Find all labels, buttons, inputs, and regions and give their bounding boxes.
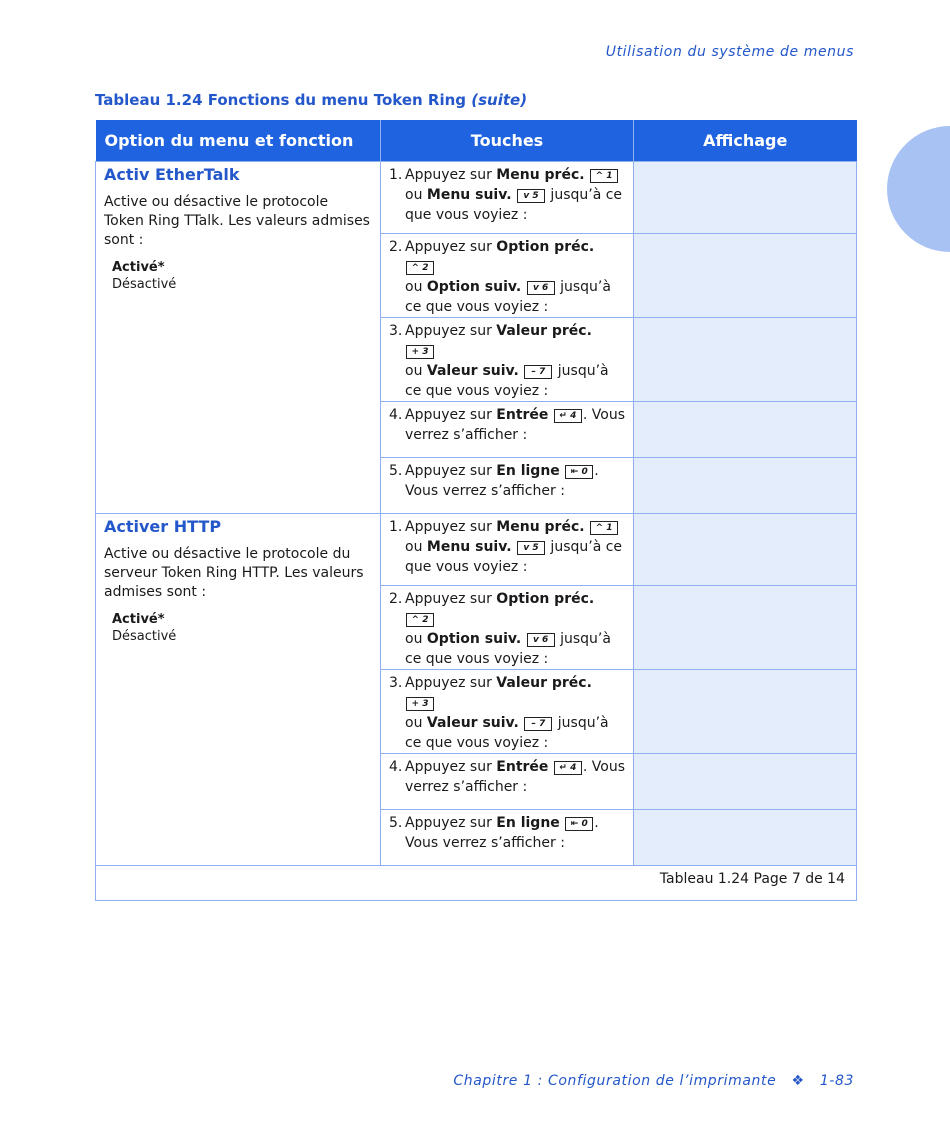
step-text xyxy=(405,673,625,753)
key-name: En ligne xyxy=(496,815,560,831)
step-prefix: Appuyez sur xyxy=(405,167,497,183)
step-suffix: jusqu’à ce que vous voyiez : xyxy=(405,279,611,315)
option-description: Active ou désactive le protocole du serveur Token Ring HTTP. Les valeurs admises sont : xyxy=(104,546,364,600)
key-name: Valeur préc. xyxy=(496,675,592,691)
key-cap-icon: ↵ 4 xyxy=(554,409,582,423)
option-cell xyxy=(96,162,381,514)
menu-functions-table xyxy=(95,120,857,901)
footer-page-number: 1-83 xyxy=(819,1073,854,1089)
column-header-display: Affichage xyxy=(634,120,857,162)
step-suffix: jusqu’à ce que vous voyiez : xyxy=(405,187,623,223)
key-name: Menu suiv. xyxy=(426,539,512,555)
key-name: Valeur préc. xyxy=(496,323,592,339)
key-cap-icon: ⇤ 0 xyxy=(565,465,593,479)
step-suffix: jusqu’à ce que vous voyiez : xyxy=(405,539,623,575)
table-page-indicator: Tableau 1.24 Page 7 de 14 xyxy=(659,871,845,887)
step-number: 4. xyxy=(389,407,403,423)
key-cap-icon: + 3 xyxy=(406,345,434,359)
step-cell xyxy=(381,458,634,514)
key-cap-icon: + 3 xyxy=(406,697,434,711)
table-row xyxy=(96,162,857,234)
key-name: Option suiv. xyxy=(426,279,522,295)
option-default-value: Activé* xyxy=(112,612,165,627)
option-title: Activer HTTP xyxy=(104,517,222,536)
key-cap-icon: v 5 xyxy=(517,189,545,203)
option-values xyxy=(104,611,372,645)
key-name: Entrée xyxy=(496,407,549,423)
display-cell xyxy=(634,402,857,458)
column-header-keys: Touches xyxy=(381,120,634,162)
step-text xyxy=(405,813,625,853)
step-suffix: . Vous verrez s’afficher : xyxy=(405,815,599,851)
step-number: 5. xyxy=(389,463,403,479)
option-value: Désactivé xyxy=(112,277,177,292)
step-prefix: Appuyez sur xyxy=(405,407,497,423)
step-number: 3. xyxy=(389,323,403,339)
table-footer-cell xyxy=(96,866,857,901)
display-cell xyxy=(634,586,857,670)
step-suffix: . Vous verrez s’afficher : xyxy=(405,759,625,795)
footer-chapter: Chapitre 1 : Configuration de l’imprimante xyxy=(453,1073,777,1089)
key-name: Menu préc. xyxy=(496,167,585,183)
key-name: Option préc. xyxy=(496,239,595,255)
key-name: Entrée xyxy=(496,759,549,775)
step-prefix: Appuyez sur xyxy=(405,519,497,535)
diamond-separator-icon: ❖ xyxy=(791,1073,805,1089)
step-suffix: jusqu’à ce que vous voyiez : xyxy=(405,631,611,667)
step-or: ou xyxy=(405,539,427,555)
display-cell xyxy=(634,754,857,810)
step-prefix: Appuyez sur xyxy=(405,815,497,831)
display-cell xyxy=(634,458,857,514)
key-name: Option préc. xyxy=(496,591,595,607)
key-cap-icon: ⇤ 0 xyxy=(565,817,593,831)
step-text xyxy=(405,165,625,225)
step-text xyxy=(405,461,625,501)
table-title-suffix: (suite) xyxy=(471,91,528,109)
step-prefix: Appuyez sur xyxy=(405,239,497,255)
step-or: ou xyxy=(405,715,427,731)
key-name: Valeur suiv. xyxy=(426,715,519,731)
step-number: 5. xyxy=(389,815,403,831)
key-cap-icon: ^ 1 xyxy=(590,169,618,183)
step-or: ou xyxy=(405,363,427,379)
step-number: 3. xyxy=(389,675,403,691)
step-prefix: Appuyez sur xyxy=(405,463,497,479)
key-name: En ligne xyxy=(496,463,560,479)
key-cap-icon: – 7 xyxy=(524,717,552,731)
step-cell xyxy=(381,234,634,318)
display-cell xyxy=(634,514,857,586)
step-text xyxy=(405,405,625,445)
display-cell xyxy=(634,670,857,754)
step-text xyxy=(405,237,625,317)
key-name: Menu suiv. xyxy=(426,187,512,203)
display-cell xyxy=(634,162,857,234)
table-title-main: Tableau 1.24 Fonctions du menu Token Ring xyxy=(95,91,467,109)
key-name: Option suiv. xyxy=(426,631,522,647)
step-cell xyxy=(381,754,634,810)
step-number: 1. xyxy=(389,519,403,535)
key-cap-icon: v 5 xyxy=(517,541,545,555)
step-cell xyxy=(381,162,634,234)
table-header-row xyxy=(96,120,857,162)
key-cap-icon: ^ 2 xyxy=(406,613,434,627)
step-or: ou xyxy=(405,279,427,295)
table-footer-row xyxy=(96,866,857,901)
step-suffix: jusqu’à ce que vous voyiez : xyxy=(405,363,609,399)
step-number: 4. xyxy=(389,759,403,775)
step-suffix: . Vous verrez s’afficher : xyxy=(405,463,599,499)
page-footer xyxy=(453,1073,854,1089)
step-cell xyxy=(381,318,634,402)
column-header-option: Option du menu et fonction xyxy=(96,120,381,162)
step-number: 2. xyxy=(389,239,403,255)
step-number: 1. xyxy=(389,167,403,183)
display-cell xyxy=(634,810,857,866)
table-title xyxy=(95,91,527,109)
option-values xyxy=(104,259,372,293)
step-cell xyxy=(381,670,634,754)
display-cell xyxy=(634,318,857,402)
step-cell xyxy=(381,810,634,866)
step-text xyxy=(405,589,625,669)
option-value: Désactivé xyxy=(112,629,177,644)
running-header: Utilisation du système de menus xyxy=(605,44,854,60)
option-title: Activ EtherTalk xyxy=(104,165,240,184)
step-suffix: . Vous verrez s’afficher : xyxy=(405,407,625,443)
step-text xyxy=(405,321,625,401)
chapter-side-tab xyxy=(887,126,950,252)
key-cap-icon: ^ 2 xyxy=(406,261,434,275)
display-cell xyxy=(634,234,857,318)
step-cell xyxy=(381,402,634,458)
key-cap-icon: v 6 xyxy=(527,281,555,295)
option-default-value: Activé* xyxy=(112,260,165,275)
key-cap-icon: – 7 xyxy=(524,365,552,379)
table-row xyxy=(96,514,857,586)
key-cap-icon: v 6 xyxy=(527,633,555,647)
step-cell xyxy=(381,514,634,586)
step-text xyxy=(405,517,625,577)
option-cell xyxy=(96,514,381,866)
step-suffix: jusqu’à ce que vous voyiez : xyxy=(405,715,609,751)
step-cell xyxy=(381,586,634,670)
step-or: ou xyxy=(405,631,427,647)
key-name: Menu préc. xyxy=(496,519,585,535)
step-number: 2. xyxy=(389,591,403,607)
key-name: Valeur suiv. xyxy=(426,363,519,379)
step-prefix: Appuyez sur xyxy=(405,323,497,339)
step-prefix: Appuyez sur xyxy=(405,759,497,775)
key-cap-icon: ^ 1 xyxy=(590,521,618,535)
step-prefix: Appuyez sur xyxy=(405,675,497,691)
step-or: ou xyxy=(405,187,427,203)
option-description: Active ou désactive le protocole Token Ring TTalk. Les valeurs admises sont : xyxy=(104,194,370,248)
key-cap-icon: ↵ 4 xyxy=(554,761,582,775)
step-text xyxy=(405,757,625,797)
step-prefix: Appuyez sur xyxy=(405,591,497,607)
